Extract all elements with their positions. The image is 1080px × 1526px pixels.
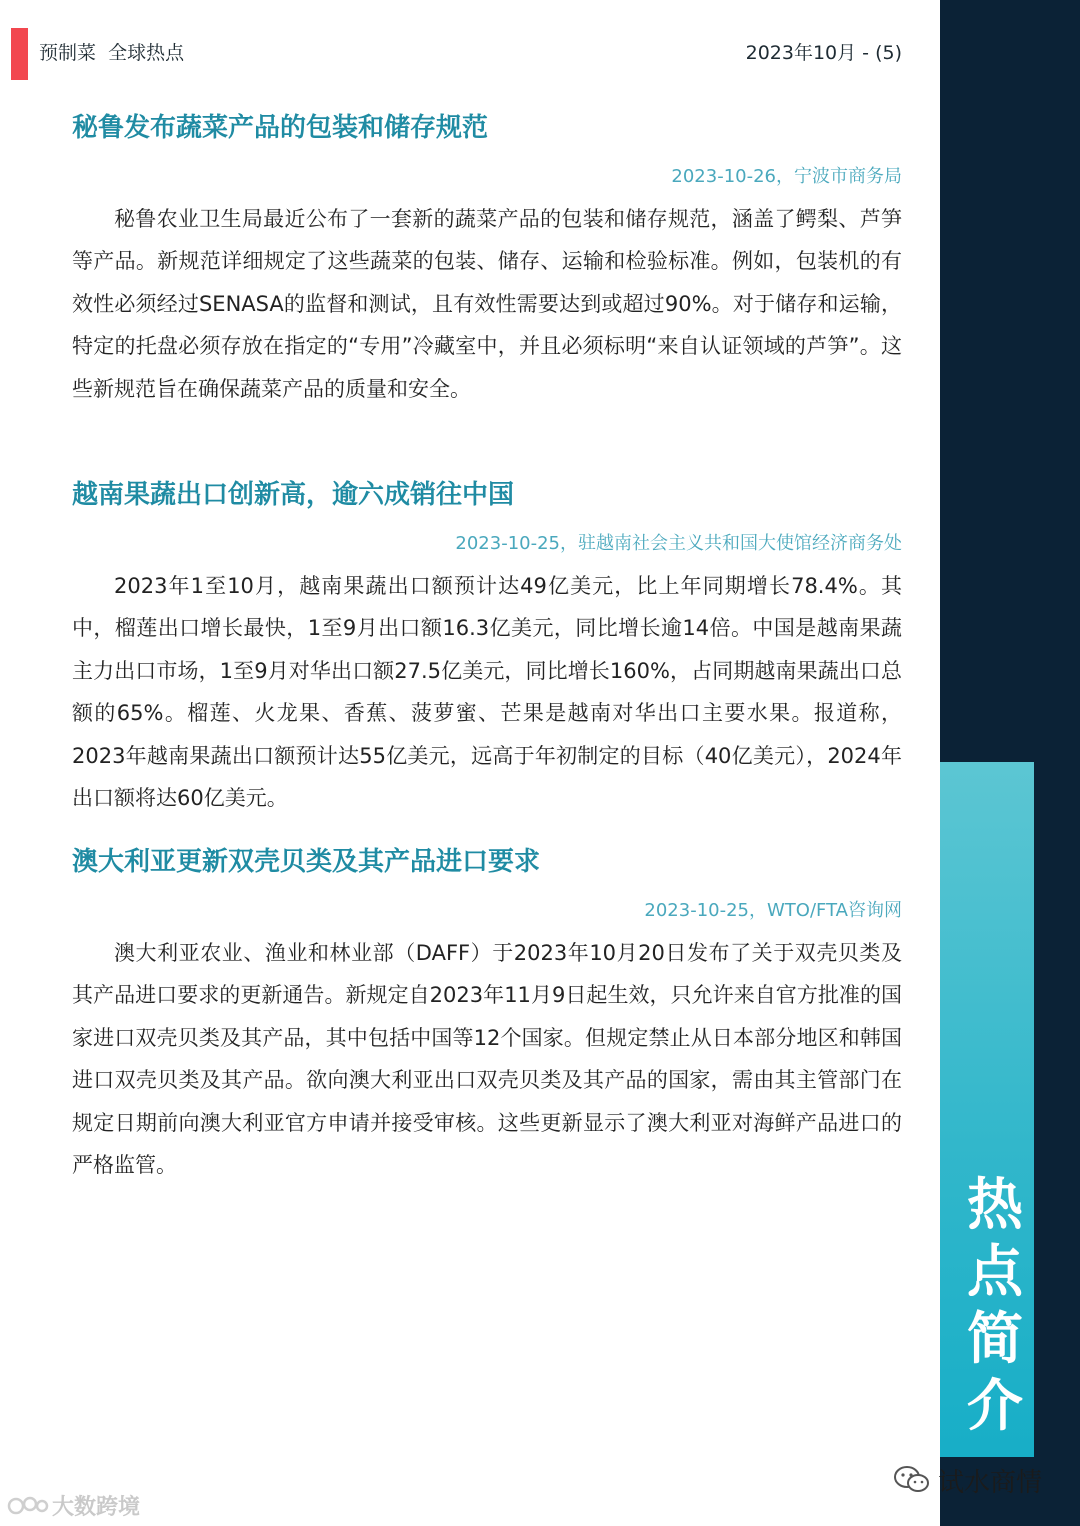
article-title: 秘鲁发布蔬菜产品的包装和储存规范 [72, 113, 489, 143]
side-label-char: 点 [967, 1240, 1023, 1305]
watermark [6, 1490, 140, 1521]
article-source: 2023-10-25，驻越南社会主义共和国大使馆经济商务处 [455, 533, 902, 554]
header-accent-bar [11, 28, 28, 80]
header-issue-date: 2023年10月 - (5) [745, 42, 902, 64]
wechat-icon [892, 1464, 932, 1496]
article-body: 澳大利亚农业、渔业和林业部（DAFF）于2023年10月20日发布了关于双壳贝类及其产品进口要求的更新通告。新规定自2023年11月9日起生效，只允许来自官方批准的国家进口双壳贝类及其产品，其中包括中国等12个国家。但规定禁止从日本部分地区和韩国进口双壳贝类及其产品。欲向澳大利亚出口双壳贝类及其产品的国家，需由其主管部门在规定日期前向澳大利亚官方申请并接受审核。这些更新显示了澳大利亚对海鲜产品进口的严格监管。 [72, 941, 902, 1178]
side-label-char: 热 [967, 1173, 1023, 1238]
article-title: 澳大利亚更新双壳贝类及其产品进口要求 [72, 847, 541, 877]
wechat-account-name: 试水商情 [938, 1467, 1043, 1498]
side-section-label [940, 1172, 1050, 1440]
article-australia [72, 844, 902, 1186]
side-label-char: 简 [967, 1307, 1023, 1372]
article-source: 2023-10-25，WTO/FTA咨询网 [644, 900, 902, 921]
article-body: 秘鲁农业卫生局最近公布了一套新的蔬菜产品的包装和储存规范，涵盖了鳄梨、芦笋等产品。新规范详细规定了这些蔬菜的包装、储存、运输和检验标准。例如，包装机的有效性必须经过SENASA的监督和测试，且有效性需要达到或超过90%。对于储存和运输，特定的托盘必须存放在指定的“专用”冷藏室中，并且必须标明“来自认证领域的芦笋”。这些新规范旨在确保蔬菜产品的质量和安全。 [72, 207, 902, 401]
article-vietnam [72, 477, 902, 819]
article-title: 越南果蔬出口创新高，逾六成销往中国 [72, 480, 515, 510]
header-section-title: 预制菜 全球热点 [39, 42, 185, 64]
article-source: 2023-10-26，宁波市商务局 [671, 166, 902, 187]
side-label-char: 介 [967, 1374, 1023, 1439]
article-body: 2023年1至10月，越南果蔬出口额预计达49亿美元，比上年同期增长78.4%。其中，榴莲出口增长最快，1至9月出口额16.3亿美元，同比增长逾14倍。中国是越南果蔬主力出口市场，1至9月对华出口额27.5亿美元，同比增长160%，占同期越南果蔬出口总额的65%。榴莲、火龙果、香蕉、菠萝蜜、芒果是越南对华出口主要水果。报道称，2023年越南果蔬出口额预计达55亿美元，远高于年初制定的目标（40亿美元），2024年出口额将达60亿美元。 [72, 574, 902, 811]
wechat-account [892, 1461, 1072, 1499]
watermark-text: 大数跨境 [52, 1495, 141, 1520]
watermark-logo-icon [6, 1494, 50, 1518]
article-peru [72, 110, 902, 410]
